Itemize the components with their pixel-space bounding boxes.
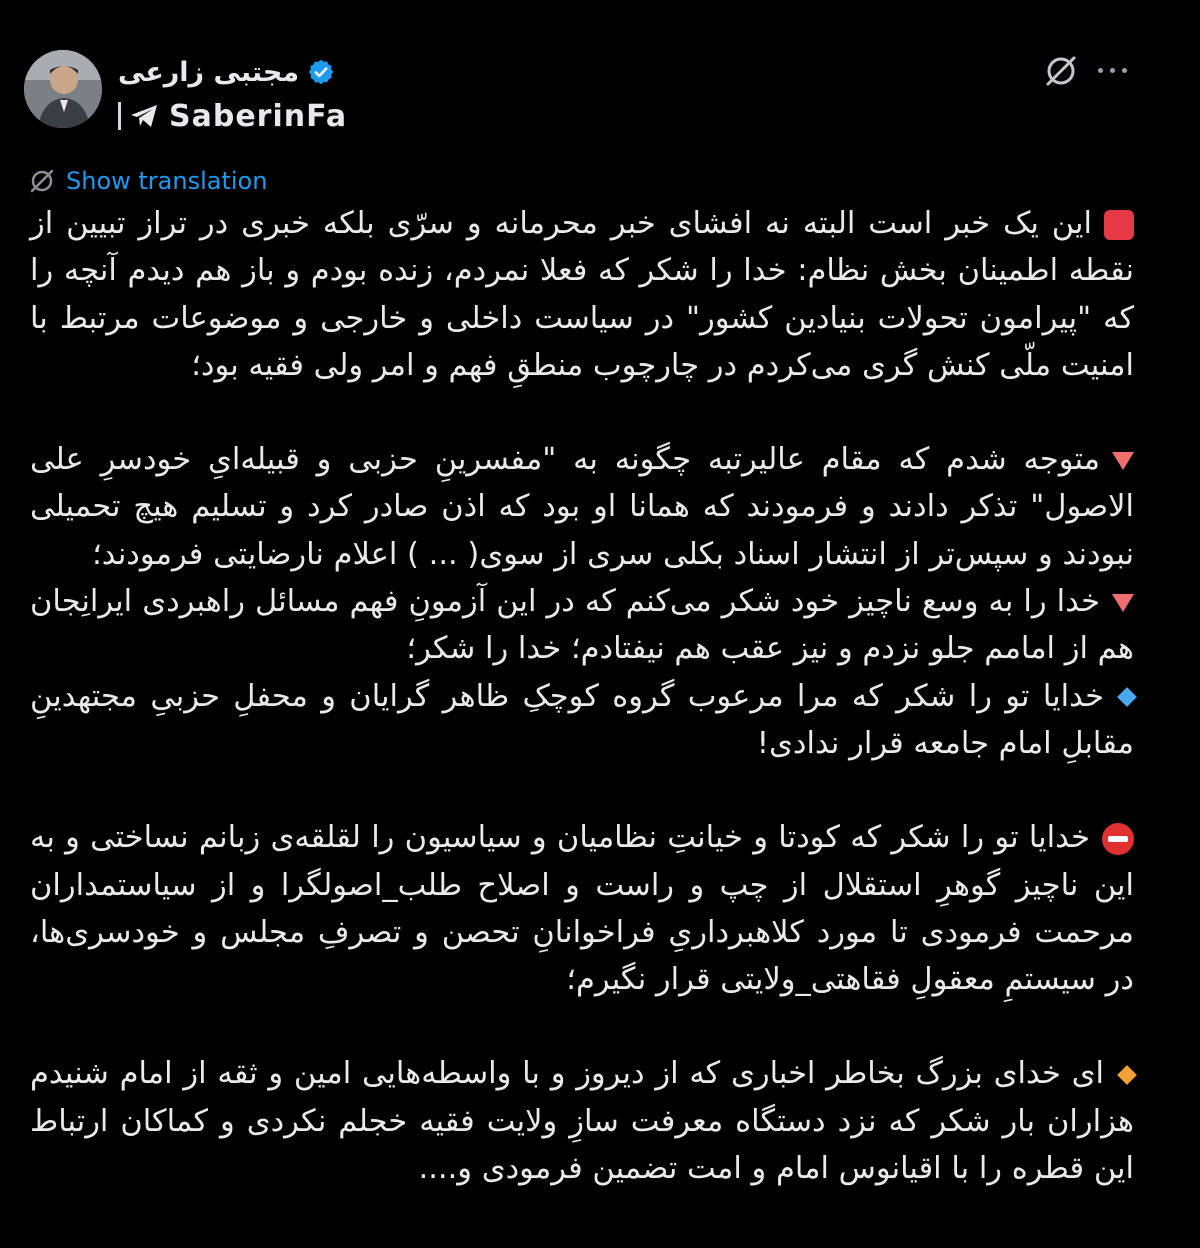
tweet-header xyxy=(0,0,1200,160)
verified-badge-icon xyxy=(307,58,335,86)
paragraph-4-text: خدایا تو را شکر که مرا مرعوب گروه کوچکِ ظاهر گرایان و محفلِ حزبیِ مجتهدینِ مقابلِ امام جامعه قرار ندادی! xyxy=(30,678,1134,761)
paragraph-6 xyxy=(30,1050,1134,1192)
handle-row[interactable] xyxy=(118,96,347,136)
paragraph-5 xyxy=(30,814,1134,1003)
paragraph-5-text: خدایا تو را شکر که کودتا و خیانتِ نظامیان و سیاسیون را لقلقه‌ی زبانم نساختی و به این ناچیز گوهرِ استقلال از چپ و راست و اصلاح طلب_اصولگرا و از سیاستمداران مرحمت فرمودی تا مورد کلاهبرداریِ فراخوانانِ تحصن و تصرفِ مجلس و خودسری‌ها، در سیستمِ معقولِ فقاهتی_ولایتی قرار نگیرم؛ xyxy=(30,820,1134,998)
tweet-body xyxy=(30,200,1134,1240)
paragraph-4 xyxy=(30,673,1134,768)
telegram-icon xyxy=(129,103,159,129)
more-icon[interactable] xyxy=(1096,58,1130,82)
paragraph-1-text: این یک خبر است البته نه افشای خبر محرمانه و سرّی بلکه خبری در تراز تبیین از نقطه اطمینان بخش نظام: خدا را شکر که فعلا نمردم، زنده بودم و باز هم دیدم آنچه را که "پیرامون تحولات بنیادین کشور" در سیاست داخلی و خارجی و موضوعات مرتبط با امنیت ملّی کنش گری می‌کردم در چارچوب منطقِ فهم و امر ولی فقیه بود؛ xyxy=(30,206,1134,383)
paragraph-6-text: ای خدای بزرگ بخاطر اخباری که از دیروز و با واسطه‌هایی امین و ثقه از امام شنیدم هزاران بار شکر که نزد دستگاه معرفت سازِ ولایت فقیه خجلم نکردی و کماکان ارتباط این قطره را با اقیانوس امام و امت تضمین فرمودی و.... xyxy=(30,1056,1134,1187)
red-triangle-icon xyxy=(1112,452,1134,470)
paragraph-2 xyxy=(30,436,1134,578)
translate-row[interactable] xyxy=(28,164,267,198)
translate-icon xyxy=(28,167,56,195)
red-square-icon xyxy=(1104,210,1134,240)
display-name[interactable]: مجتبی زارعی xyxy=(118,56,300,88)
orange-diamond-icon xyxy=(1117,1065,1137,1085)
divider xyxy=(118,102,121,130)
name-row[interactable] xyxy=(118,52,335,92)
paragraph-3 xyxy=(30,578,1134,673)
handle[interactable]: SaberinFa xyxy=(169,98,348,134)
no-entry-icon xyxy=(1102,823,1134,855)
red-triangle-icon xyxy=(1112,594,1134,612)
avatar[interactable] xyxy=(24,50,102,128)
show-translation-link[interactable]: Show translation xyxy=(66,167,268,195)
paragraph-2-text: متوجه شدم که مقام عالیرتبه چگونه به "مفسرینِ حزبی و قبیله‌ایِ خودسرِ علی الاصول" تذکر دادند و فرمودند که همانا او بود که اذن صادر کرد و تسلیم هیچ تحمیلی نبودند و سپس‌تر از انتشار اسناد بکلی سری از سوی( ... ) اعلام نارضایتی فرمودند؛ xyxy=(30,442,1134,572)
paragraph-1 xyxy=(30,200,1134,389)
paragraph-3-text: خدا را به وسع ناچیز خود شکر می‌کنم که در این آزمونِ فهم مسائل راهبردی ایرانِجان هم از امامم جلو نزدم و نیز عقب هم نیفتادم؛ خدا را شکر؛ xyxy=(30,584,1134,667)
blue-diamond-icon xyxy=(1117,687,1137,707)
grok-icon[interactable] xyxy=(1042,52,1080,90)
avatar-image xyxy=(24,50,102,128)
